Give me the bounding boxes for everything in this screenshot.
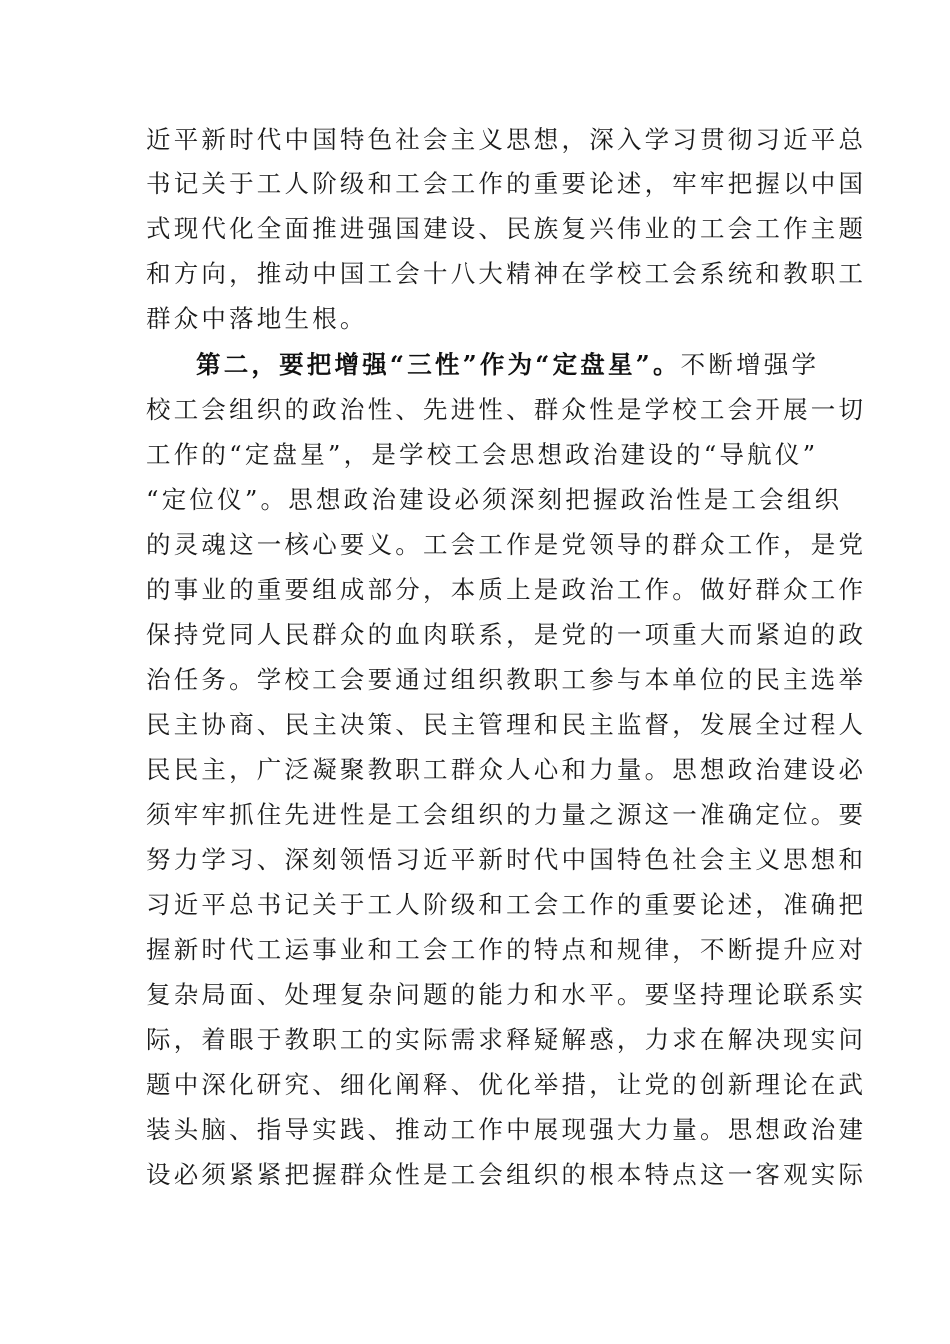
- paragraph-2-line-6: 的事业的重要组成部分，本质上是政治工作。做好群众工作: [146, 575, 867, 604]
- paragraph-2-line-13: 习近平总书记关于工人阶级和工会工作的重要论述，准确把: [146, 890, 867, 919]
- paragraph-1-line-3: 式现代化全面推进强国建设、民族复兴伟业的工会工作主题: [146, 214, 867, 243]
- paragraph-2-line-17: 题中深化研究、细化阐释、优化举措，让党的创新理论在武: [146, 1070, 867, 1099]
- paragraph-2-line-12: 努力学习、深刻领悟习近平新时代中国特色社会主义思想和: [146, 845, 867, 874]
- paragraph-2-line-15: 复杂局面、处理复杂问题的能力和水平。要坚持理论联系实: [146, 980, 867, 1009]
- paragraph-1-line-4: 和方向，推动中国工会十八大精神在学校工会系统和教职工: [146, 259, 867, 288]
- paragraph-2-line-19: 设必须紧紧把握群众性是工会组织的根本特点这一客观实际: [146, 1160, 867, 1189]
- section-heading: 第二，要把增强“三性”作为“定盘星”。: [196, 350, 681, 379]
- paragraph-2-line-10: 民民主，广泛凝聚教职工群众人心和力量。思想政治建设必: [146, 755, 867, 784]
- paragraph-2-first-line-text: 不断增强学: [680, 350, 820, 379]
- paragraph-2-line-7: 保持党同人民群众的血肉联系，是党的一项重大而紧迫的政: [146, 620, 867, 649]
- paragraph-2-line-14: 握新时代工运事业和工会工作的特点和规律，不断提升应对: [146, 935, 867, 964]
- paragraph-2-line-5: 的灵魂这一核心要义。工会工作是党领导的群众工作，是党: [146, 530, 867, 559]
- paragraph-2-line-2: 校工会组织的政治性、先进性、群众性是学校工会开展一切: [146, 395, 867, 424]
- paragraph-1-line-5: 群众中落地生根。: [146, 304, 368, 333]
- paragraph-2-line-9: 民主协商、民主决策、民主管理和民主监督，发展全过程人: [146, 710, 867, 739]
- paragraph-1-line-1: 近平新时代中国特色社会主义思想，深入学习贯彻习近平总: [146, 125, 867, 154]
- paragraph-2-line-3: 工作的“定盘星”，是学校工会思想政治建设的“导航仪”: [146, 440, 819, 469]
- paragraph-2-line-16: 际，着眼于教职工的实际需求释疑解惑，力求在解决现实问: [146, 1025, 867, 1054]
- paragraph-2-line-1: [196, 345, 819, 385]
- paragraph-2-line-11: 须牢牢抓住先进性是工会组织的力量之源这一准确定位。要: [146, 800, 867, 829]
- paragraph-2-line-18: 装头脑、指导实践、推动工作中展现强大力量。思想政治建: [146, 1115, 867, 1144]
- paragraph-2-line-4: “定位仪”。思想政治建设必须深刻把握政治性是工会组织: [146, 485, 843, 514]
- paragraph-2-line-8: 治任务。学校工会要通过组织教职工参与本单位的民主选举: [146, 665, 867, 694]
- paragraph-1-line-2: 书记关于工人阶级和工会工作的重要论述，牢牢把握以中国: [146, 169, 867, 198]
